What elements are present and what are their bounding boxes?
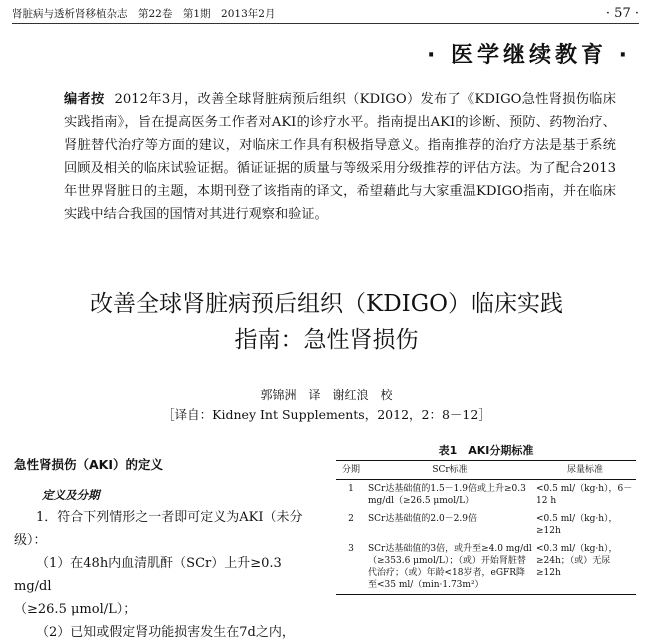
- header-divider: [12, 23, 639, 24]
- paragraph-2-cont: （≥26.5 μmol/L）；: [14, 602, 137, 617]
- table-header-urine: 尿量标准: [534, 461, 636, 480]
- table-header-scr: SCr标准: [366, 461, 534, 480]
- source-citation: ［译自：Kidney Int Supplements，2012，2：8－12］: [162, 407, 491, 422]
- stage-cell: 3: [336, 540, 366, 595]
- table-caption: 表1 AKI分期标准: [438, 444, 534, 457]
- urine-cell: <0.5 ml/（kg·h），6－12 h: [536, 484, 633, 506]
- editor-note-label: 编者按: [64, 92, 105, 107]
- paragraph-1: 1．符合下列情形之一者即可定义为AKI（未分级）：: [14, 510, 303, 548]
- table-row: [336, 540, 636, 595]
- journal-header: 肾脏病与透析肾移植杂志 第22卷 第1期 2013年2月: [12, 8, 276, 20]
- urine-cell: <0.3 ml/（kg·h），≥24h；（或）无尿≥12h: [534, 540, 636, 595]
- column-title: · 医学继续教育 ·: [426, 43, 631, 68]
- paragraph-2: （1）在48h内血清肌酐（SCr）上升≥0.3 mg/dl: [14, 556, 282, 594]
- aki-stage-table: [336, 460, 636, 595]
- scr-cell: SCr达基础值的3倍，或升至≥4.0 mg/dl（≥353.6 μmol/L）；（或）开始肾脏替代治疗；（或）年龄<18岁者，eGFR降至<35 ml/（min·1.73m²）: [366, 540, 534, 595]
- scr-cell: SCr达基础值的2.0－2.9倍: [368, 514, 477, 524]
- stage-cell: 1: [348, 484, 354, 494]
- page-number: · 57 ·: [605, 6, 639, 21]
- subsection-title: 定义及分期: [42, 488, 100, 502]
- urine-cell: <0.5 ml/（kg·h），≥12h: [536, 514, 618, 536]
- body-text: [14, 506, 319, 644]
- section-title: 急性肾损伤（AKI）的定义: [14, 457, 164, 472]
- article-title-line2: 指南：急性肾损伤: [234, 327, 419, 353]
- article-title: [0, 286, 653, 358]
- paragraph-3: （2）已知或假定肾功能损害发生在7d之内，: [36, 625, 295, 640]
- table-row: [336, 480, 636, 511]
- article-title-line1: 改善全球肾脏病预后组织（KDIGO）临床实践: [90, 291, 563, 317]
- table-header-stage: 分期: [336, 461, 366, 480]
- table-row: [336, 510, 636, 540]
- authors: 郭锦洲 译 谢红浪 校: [260, 388, 393, 402]
- editor-note-text: 2012年3月，改善全球肾脏病预后组织（KDIGO）发布了《KDIGO急性肾损伤临床实践指南》，旨在提高医务工作者对AKI的诊疗水平。指南提出AKI的诊断、预防、药物治疗、肾脏替代治疗等方面的建议，对临床工作具有积极指导意义。指南推荐的治疗方法是基于系统回顾及相关的临床试验证据。循证证据的质量与等级采用分级推荐的评估方法。为了配合2013年世界肾脏日的主题，本期刊登了该指南的译文，希望藉此与大家重温KDIGO指南，并在临床实践中结合我国的国情对其进行观察和验证。: [64, 92, 616, 222]
- editor-note: [64, 88, 616, 226]
- scr-cell: SCr达基础值的1.5－1.9倍或上升≥0.3 mg/dl（≥26.5 μmol/L）: [368, 484, 526, 506]
- stage-cell: 2: [348, 514, 354, 524]
